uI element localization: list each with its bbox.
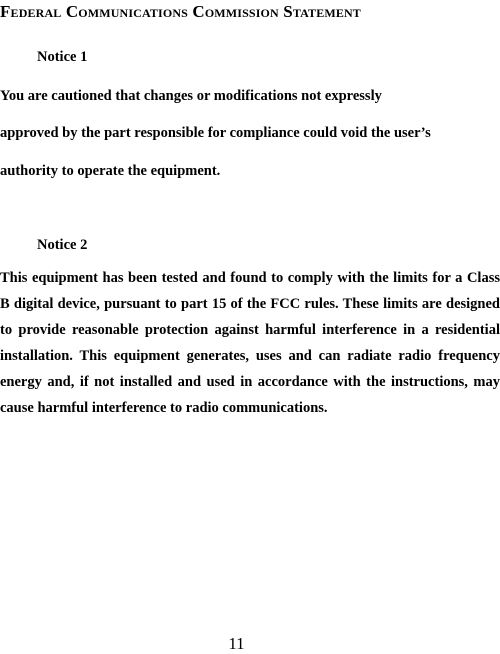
notice-1-line-2: approved by the part responsible for compliance could void the user’s: [0, 125, 431, 141]
page-title: Federal Communications Commission Statement: [0, 2, 361, 21]
notice-2-body: This equipment has been tested and found to comply with the limits for a Class B digital device, pursuant to part 15 of the FCC rules. These limits are designed to provide reasonable protection against harmful interference in a residential installation. This equipment generates, uses and can radiate radio frequency energy and, if not installed and used in accordance with the instructions, may cause harmful interference to radio communications.: [0, 270, 500, 416]
notice-2-heading: Notice 2: [37, 237, 88, 253]
page-number: 11: [228, 634, 245, 653]
notice-1-heading: Notice 1: [37, 49, 88, 65]
notice-1-line-1: You are cautioned that changes or modifications not expressly: [0, 88, 382, 104]
notice-1-line-3: authority to operate the equipment.: [0, 163, 221, 179]
